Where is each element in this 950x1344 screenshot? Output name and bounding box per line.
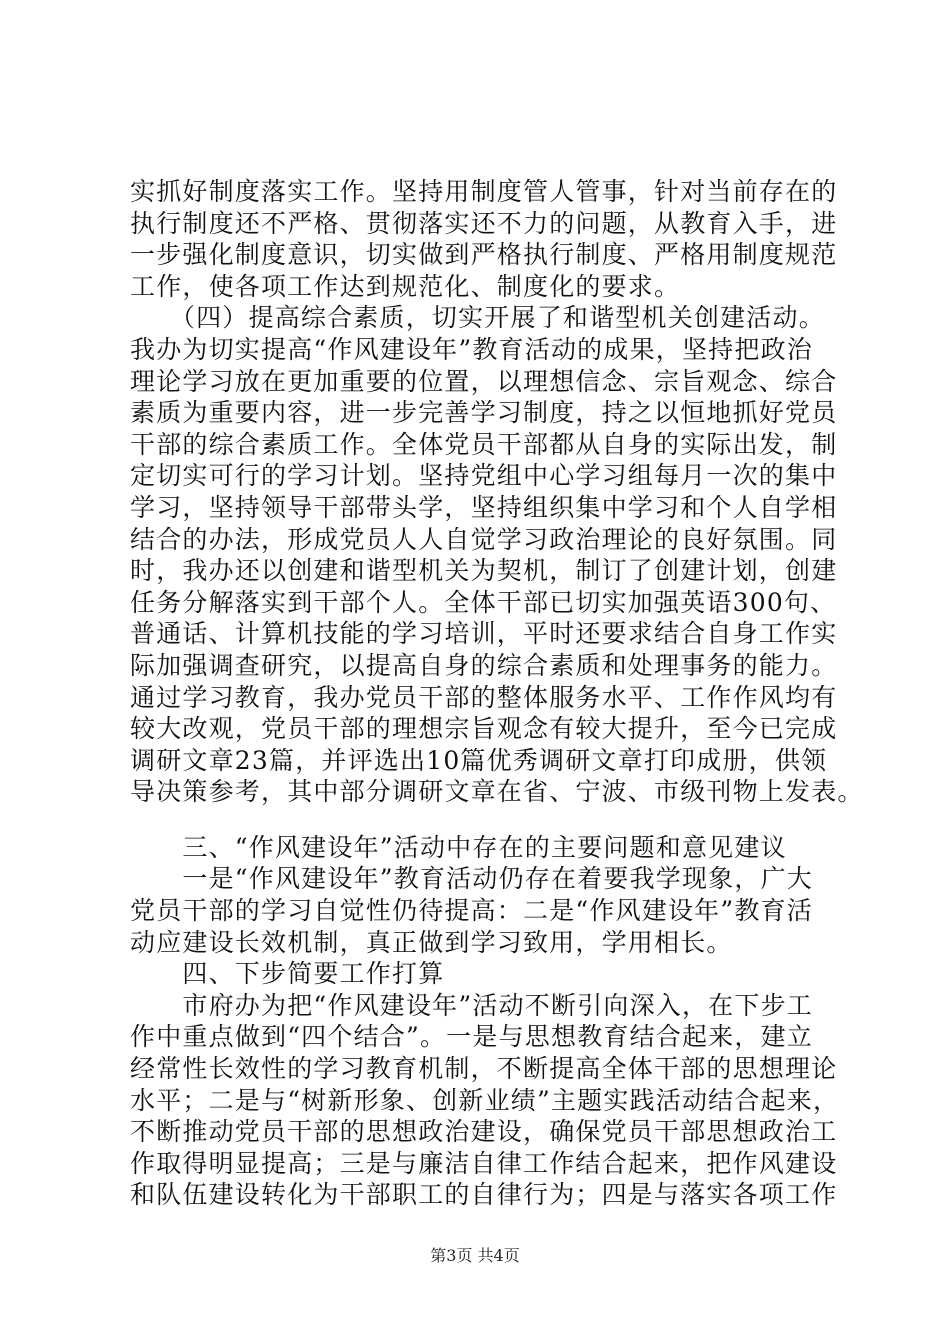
text-line: 水平；二是与“树新形象、创新业绩”主题实践活动结合起来， (130, 1085, 840, 1115)
text-line: 较大改观，党员干部的理想宗旨观念有较大提升，至今已完成 (130, 714, 838, 744)
text-line: 导决策参考，其中部分调研文章在省、宁波、市级刊物上发表。 (130, 777, 864, 807)
paragraph-gap (130, 808, 830, 832)
document-body (130, 176, 864, 1211)
text-line: 市府办为把“作风建设年”活动不断引向深入，在下步工 (130, 990, 813, 1020)
text-line: 工作，使各项工作达到规范化、制度化的要求。 (130, 271, 681, 301)
section-heading-problems: 三、“作风建设年”活动中存在的主要问题和意见建议 (130, 832, 787, 862)
page-number: 第3页 共4页 (430, 1246, 520, 1265)
text-line: 和队伍建设转化为干部职工的自律行为；四是与落实各项工作 (130, 1180, 838, 1210)
text-line: 结合的办法，形成党员人人自觉学习政治理论的良好氛围。同 (130, 524, 838, 554)
text-line: 通过学习教育，我办党员干部的整体服务水平、工作作风均有 (130, 682, 838, 712)
text-line: 普通话、计算机技能的学习培训，平时还要求结合自身工作实 (130, 619, 838, 649)
text-line: 素质为重要内容，进一步完善学习制度，持之以恒地抓好党员 (130, 398, 838, 428)
text-line: 调研文章23篇，并评选出10篇优秀调研文章打印成册，供领 (130, 745, 828, 775)
text-line: 理论学习放在更加重要的位置，以理想信念、宗旨观念、综合 (130, 366, 838, 396)
text-line: 党员干部的学习自觉性仍待提高：二是“作风建设年”教育活 (130, 896, 813, 926)
section-heading-plans: 四、下步简要工作打算 (130, 959, 445, 989)
text-line: 不断推动党员干部的思想政治建设，确保党员干部思想政治工 (130, 1117, 838, 1147)
text-line: 一是“作风建设年”教育活动仍存在着要我学现象，广大 (130, 864, 813, 894)
text-line: 定切实可行的学习计划。坚持党组中心学习组每月一次的集中 (130, 461, 838, 491)
text-line: 经常性长效性的学习教育机制，不断提高全体干部的思想理论 (130, 1054, 838, 1084)
text-line: 时，我办还以创建和谐型机关为契机，制订了创建计划，创建 (130, 556, 838, 586)
text-line: 实抓好制度落实工作。坚持用制度管人管事，针对当前存在的 (130, 177, 838, 206)
text-line: 我办为切实提高“作风建设年”教育活动的成果，坚持把政治 (130, 334, 813, 364)
section-heading-line: （四）提高综合素质，切实开展了和谐型机关创建活动。 (130, 303, 825, 333)
text-line: 动应建设长效机制，真正做到学习致用，学用相长。 (130, 927, 733, 957)
text-line: 任务分解落实到干部个人。全体干部已切实加强英语300句、 (130, 587, 837, 617)
text-line: 一步强化制度意识，切实做到严格执行制度、严格用制度规范 (130, 240, 838, 270)
paragraph-block-2 (130, 832, 840, 1211)
page-footer (0, 1246, 950, 1266)
text-line: 干部的综合素质工作。全体党员干部都从自身的实际出发，制 (130, 429, 838, 459)
text-line: 际加强调查研究，以提高自身的综合素质和处理事务的能力。 (130, 650, 838, 680)
text-line: 作中重点做到“四个结合”。一是与思想教育结合起来，建立 (130, 1022, 813, 1052)
text-line: 作取得明显提高；三是与廉洁自律工作结合起来，把作风建设 (130, 1148, 838, 1178)
text-line: 学习，坚持领导干部带头学，坚持组织集中学习和个人自学相 (130, 492, 838, 522)
text-line: 执行制度还不严格、贯彻落实还不力的问题，从教育入手，进 (130, 208, 838, 238)
paragraph-block-1 (130, 176, 864, 808)
